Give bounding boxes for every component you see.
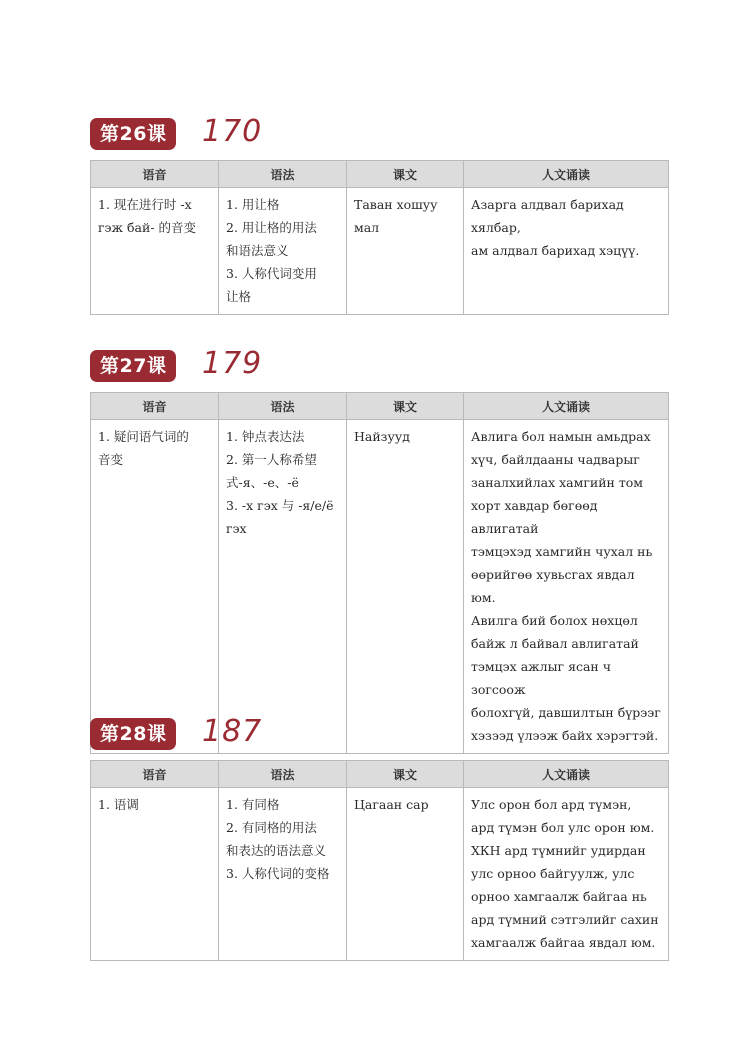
lesson-26-section [90,110,668,315]
cell-line: 2. 用让格的用法 [226,220,317,235]
cell-line: 1. 钟点表达法 [226,429,305,444]
cell-line: Найзууд [354,429,410,444]
cell-line: улс орноо байгуулж, улс [471,866,635,881]
pronunciation-cell [91,420,219,754]
lesson-27-section [90,342,668,754]
cell-line: ард түмний сэтгэлийг сахин [471,912,659,927]
table-header-row [91,161,669,188]
reading-cell [464,188,669,315]
cell-line: 式-я、-е、-ё [226,475,299,490]
header-grammar: 语法 [219,393,347,420]
header-grammar: 语法 [219,161,347,188]
header-text: 课文 [347,161,464,188]
cell-line: 3. -х гэх 与 -я/е/ё [226,498,334,513]
table-row [91,788,669,961]
cell-line: 1. 现在进行时 -х [98,197,192,212]
cell-line: 1. 用让格 [226,197,280,212]
cell-line: орноо хамгаалж байгаа нь [471,889,647,904]
table-header-row [91,393,669,420]
page-number: 179 [202,346,263,381]
cell-line: ам алдвал барихад хэцүү. [471,243,640,258]
cell-line: 让格 [226,289,252,304]
header-reading: 人文诵读 [464,161,669,188]
text-cell [347,420,464,754]
cell-line: 和语法意义 [226,243,289,258]
text-cell [347,188,464,315]
cell-line: Азарга алдвал барихад хялбар, [471,197,624,235]
table-row [91,420,669,754]
lesson-header [90,710,668,760]
lesson-badge: 第26课 [90,118,176,150]
page-number: 170 [202,114,263,149]
header-pronunciation: 语音 [91,161,219,188]
lesson-header [90,342,668,392]
lesson-badge: 第28课 [90,718,176,750]
lesson-28-section [90,710,668,961]
cell-line: Таван хошуу [354,197,438,212]
lesson-header [90,110,668,160]
cell-line: өөрийгөө хувьсгах явдал юм. [471,567,635,605]
text-cell [347,788,464,961]
grammar-cell [219,420,347,754]
header-pronunciation: 语音 [91,393,219,420]
pronunciation-cell [91,188,219,315]
cell-line: хүч, байлдааны чадварыг [471,452,640,467]
table-row [91,188,669,315]
cell-line: Цагаан сар [354,797,429,812]
header-reading: 人文诵读 [464,761,669,788]
pronunciation-cell [91,788,219,961]
cell-line: Авилга бий болох нөхцөл [471,613,638,628]
cell-line: 1. 语调 [98,797,139,812]
header-reading: 人文诵读 [464,393,669,420]
lesson-table [90,760,669,961]
table-header-row [91,761,669,788]
cell-line: 音变 [98,452,124,467]
cell-line: тэмцэхэд хамгийн чухал нь [471,544,653,559]
lesson-table [90,160,669,315]
cell-line: байж л байвал авлигатай [471,636,639,651]
cell-line: 3. 人称代词的变格 [226,866,330,881]
cell-line: ХКН ард түмнийг удирдан [471,843,646,858]
header-text: 课文 [347,393,464,420]
lesson-table [90,392,669,754]
header-text: 课文 [347,761,464,788]
cell-line: заналхийлах хамгийн том [471,475,644,490]
cell-line: мал [354,220,380,235]
header-grammar: 语法 [219,761,347,788]
cell-line: 2. 有同格的用法 [226,820,317,835]
cell-line: болохгүй, давшилтын бүрээг [471,705,661,720]
grammar-cell [219,788,347,961]
cell-line: хорт хавдар бөгөөд авлигатай [471,498,598,536]
cell-line: 1. 疑问语气词的 [98,429,189,444]
cell-line: тэмцэх ажлыг ясан ч зогсоож [471,659,611,697]
cell-line: 3. 人称代词变用 [226,266,317,281]
cell-line: 和表达的语法意义 [226,843,327,858]
cell-line: хамгаалж байгаа явдал юм. [471,935,656,950]
reading-cell [464,420,669,754]
cell-line: гэх [226,521,247,536]
page-number: 187 [202,714,263,749]
header-pronunciation: 语音 [91,761,219,788]
cell-line: 1. 有同格 [226,797,280,812]
grammar-cell [219,188,347,315]
cell-line: 2. 第一人称希望 [226,452,317,467]
lesson-badge: 第27课 [90,350,176,382]
cell-line: Авлига бол намын амьдрах [471,429,651,444]
cell-line: Улс орон бол ард түмэн, [471,797,632,812]
cell-line: хэзээд үлээж байх хэрэгтэй. [471,728,659,743]
cell-line: гэж бай- 的音变 [98,220,197,235]
reading-cell [464,788,669,961]
cell-line: ард түмэн бол улс орон юм. [471,820,655,835]
